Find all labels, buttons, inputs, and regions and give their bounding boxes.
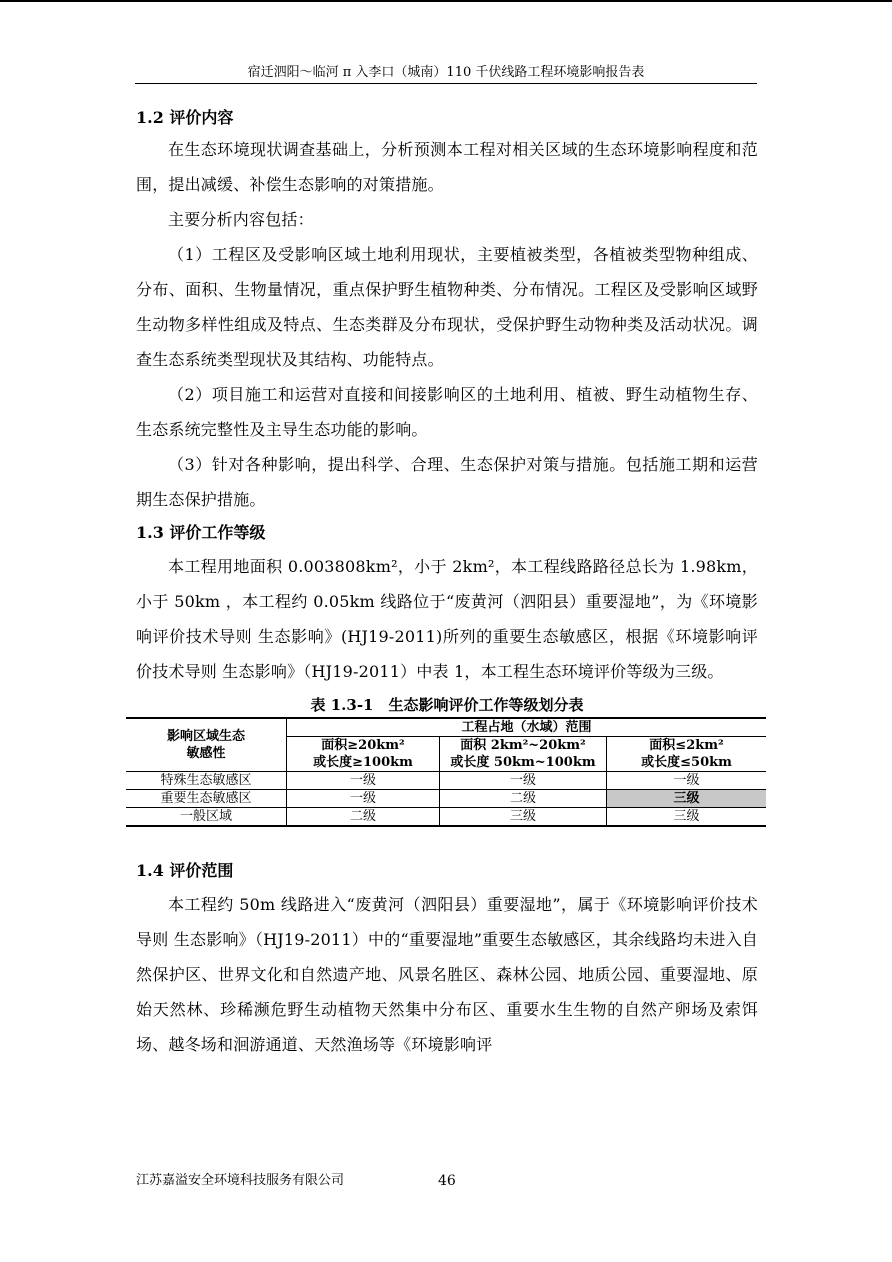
column-header-line: 面积 2km²~20km²	[460, 738, 586, 753]
column-header-line: 或长度 50km~100km	[450, 755, 596, 770]
table-cell: 一级	[607, 772, 767, 790]
highlighted-cell: 三级	[607, 790, 767, 808]
row-label: 重要生态敏感区	[126, 790, 287, 808]
table-cell: 二级	[440, 790, 607, 808]
grading-table	[126, 717, 766, 827]
footer-company-name: 江苏嘉溢安全环境科技服务有限公司	[136, 1173, 345, 1188]
table-cell: 一级	[287, 790, 440, 808]
top-border-line	[0, 0, 892, 2]
paragraph: （3）针对各种影响，提出科学、合理、生态保护对策与措施。包括施工期和运营期生态保护措施。	[136, 455, 758, 509]
column-header-cell	[287, 737, 440, 772]
column-header-line: 面积≥20km²	[321, 738, 405, 753]
table-row	[126, 808, 766, 827]
paragraph: 本工程约 50m 线路进入“废黄河（泗阳县）重要湿地”，属于《环境影响评价技术导则 生态影响》（HJ19-2011）中的“重要湿地”重要生态敏感区，其余线路均未进入自然保护区、世界文化和自然遗产地、风景名胜区、森林公园、地质公园、重要湿地、原始天然林、珍稀濒危野生动植物天然集中分布区、重要水生生物的自然产卵场及索饵场、越冬场和洄游通道、天然渔场等《环境影响评	[136, 895, 758, 1054]
header-divider	[135, 83, 757, 84]
row-header-line: 敏感性	[186, 746, 226, 761]
paragraph: （1）工程区及受影响区域土地利用现状，主要植被类型，各植被类型物种组成、分布、面积、生物量情况，重点保护野生植物种类、分布情况。工程区及受影响区域野生动物多样性组成及特点、生态类群及分布现状，受保护野生动物种类及活动状况。调查生态系统类型现状及其结构、功能特点。	[136, 245, 758, 369]
column-header-cell	[440, 737, 607, 772]
section-heading-1-2: 1.2 评价内容	[136, 108, 234, 127]
group-header-cell: 工程占地（水域）范围	[287, 718, 767, 737]
table-cell: 三级	[440, 808, 607, 827]
document-header-title: 宿迁泗阳～临河 π 入李口（城南）110 千伏线路工程环境影响报告表	[247, 65, 645, 80]
row-header-line: 影响区域生态	[166, 729, 245, 744]
section-heading-1-4: 1.4 评价范围	[136, 861, 234, 880]
table-cell: 一级	[440, 772, 607, 790]
column-header-line: 或长度≥100km	[313, 755, 413, 770]
table-row	[126, 772, 766, 790]
table-cell: 二级	[287, 808, 440, 827]
row-label: 特殊生态敏感区	[126, 772, 287, 790]
paragraph: 在生态环境现状调查基础上，分析预测本工程对相关区域的生态环境影响程度和范围，提出减缓、补偿生态影响的对策措施。	[136, 140, 758, 194]
column-header-line: 面积≤2km²	[649, 738, 724, 753]
column-header-cell	[607, 737, 767, 772]
section-heading-1-3: 1.3 评价工作等级	[136, 523, 266, 542]
table-caption: 表 1.3-1 生态影响评价工作等级划分表	[310, 696, 584, 714]
row-header-cell	[126, 718, 287, 772]
table-row	[126, 790, 766, 808]
paragraph: 主要分析内容包括：	[168, 210, 314, 229]
paragraph: （2）项目施工和运营对直接和间接影响区的土地利用、植被、野生动植物生存、生态系统完整性及主导生态功能的影响。	[136, 385, 758, 439]
table-cell: 三级	[607, 808, 767, 827]
page-number: 46	[438, 1173, 456, 1189]
row-label: 一般区域	[126, 808, 287, 827]
column-header-line: 或长度≤50km	[641, 755, 732, 770]
page-content	[136, 104, 758, 1062]
paragraph: 本工程用地面积 0.003808km²，小于 2km²，本工程线路路径总长为 1.98km，小于 50km ，本工程约 0.05km 线路位于“废黄河（泗阳县）重要湿地”，为《环境影响评价技术导则 生态影响》(HJ19-2011)所列的重要生态敏感区，根据《环境影响评价技术导则 生态影响》（HJ19-2011）中表 1，本工程生态环境评价等级为三级。	[136, 557, 758, 681]
table-cell: 一级	[287, 772, 440, 790]
